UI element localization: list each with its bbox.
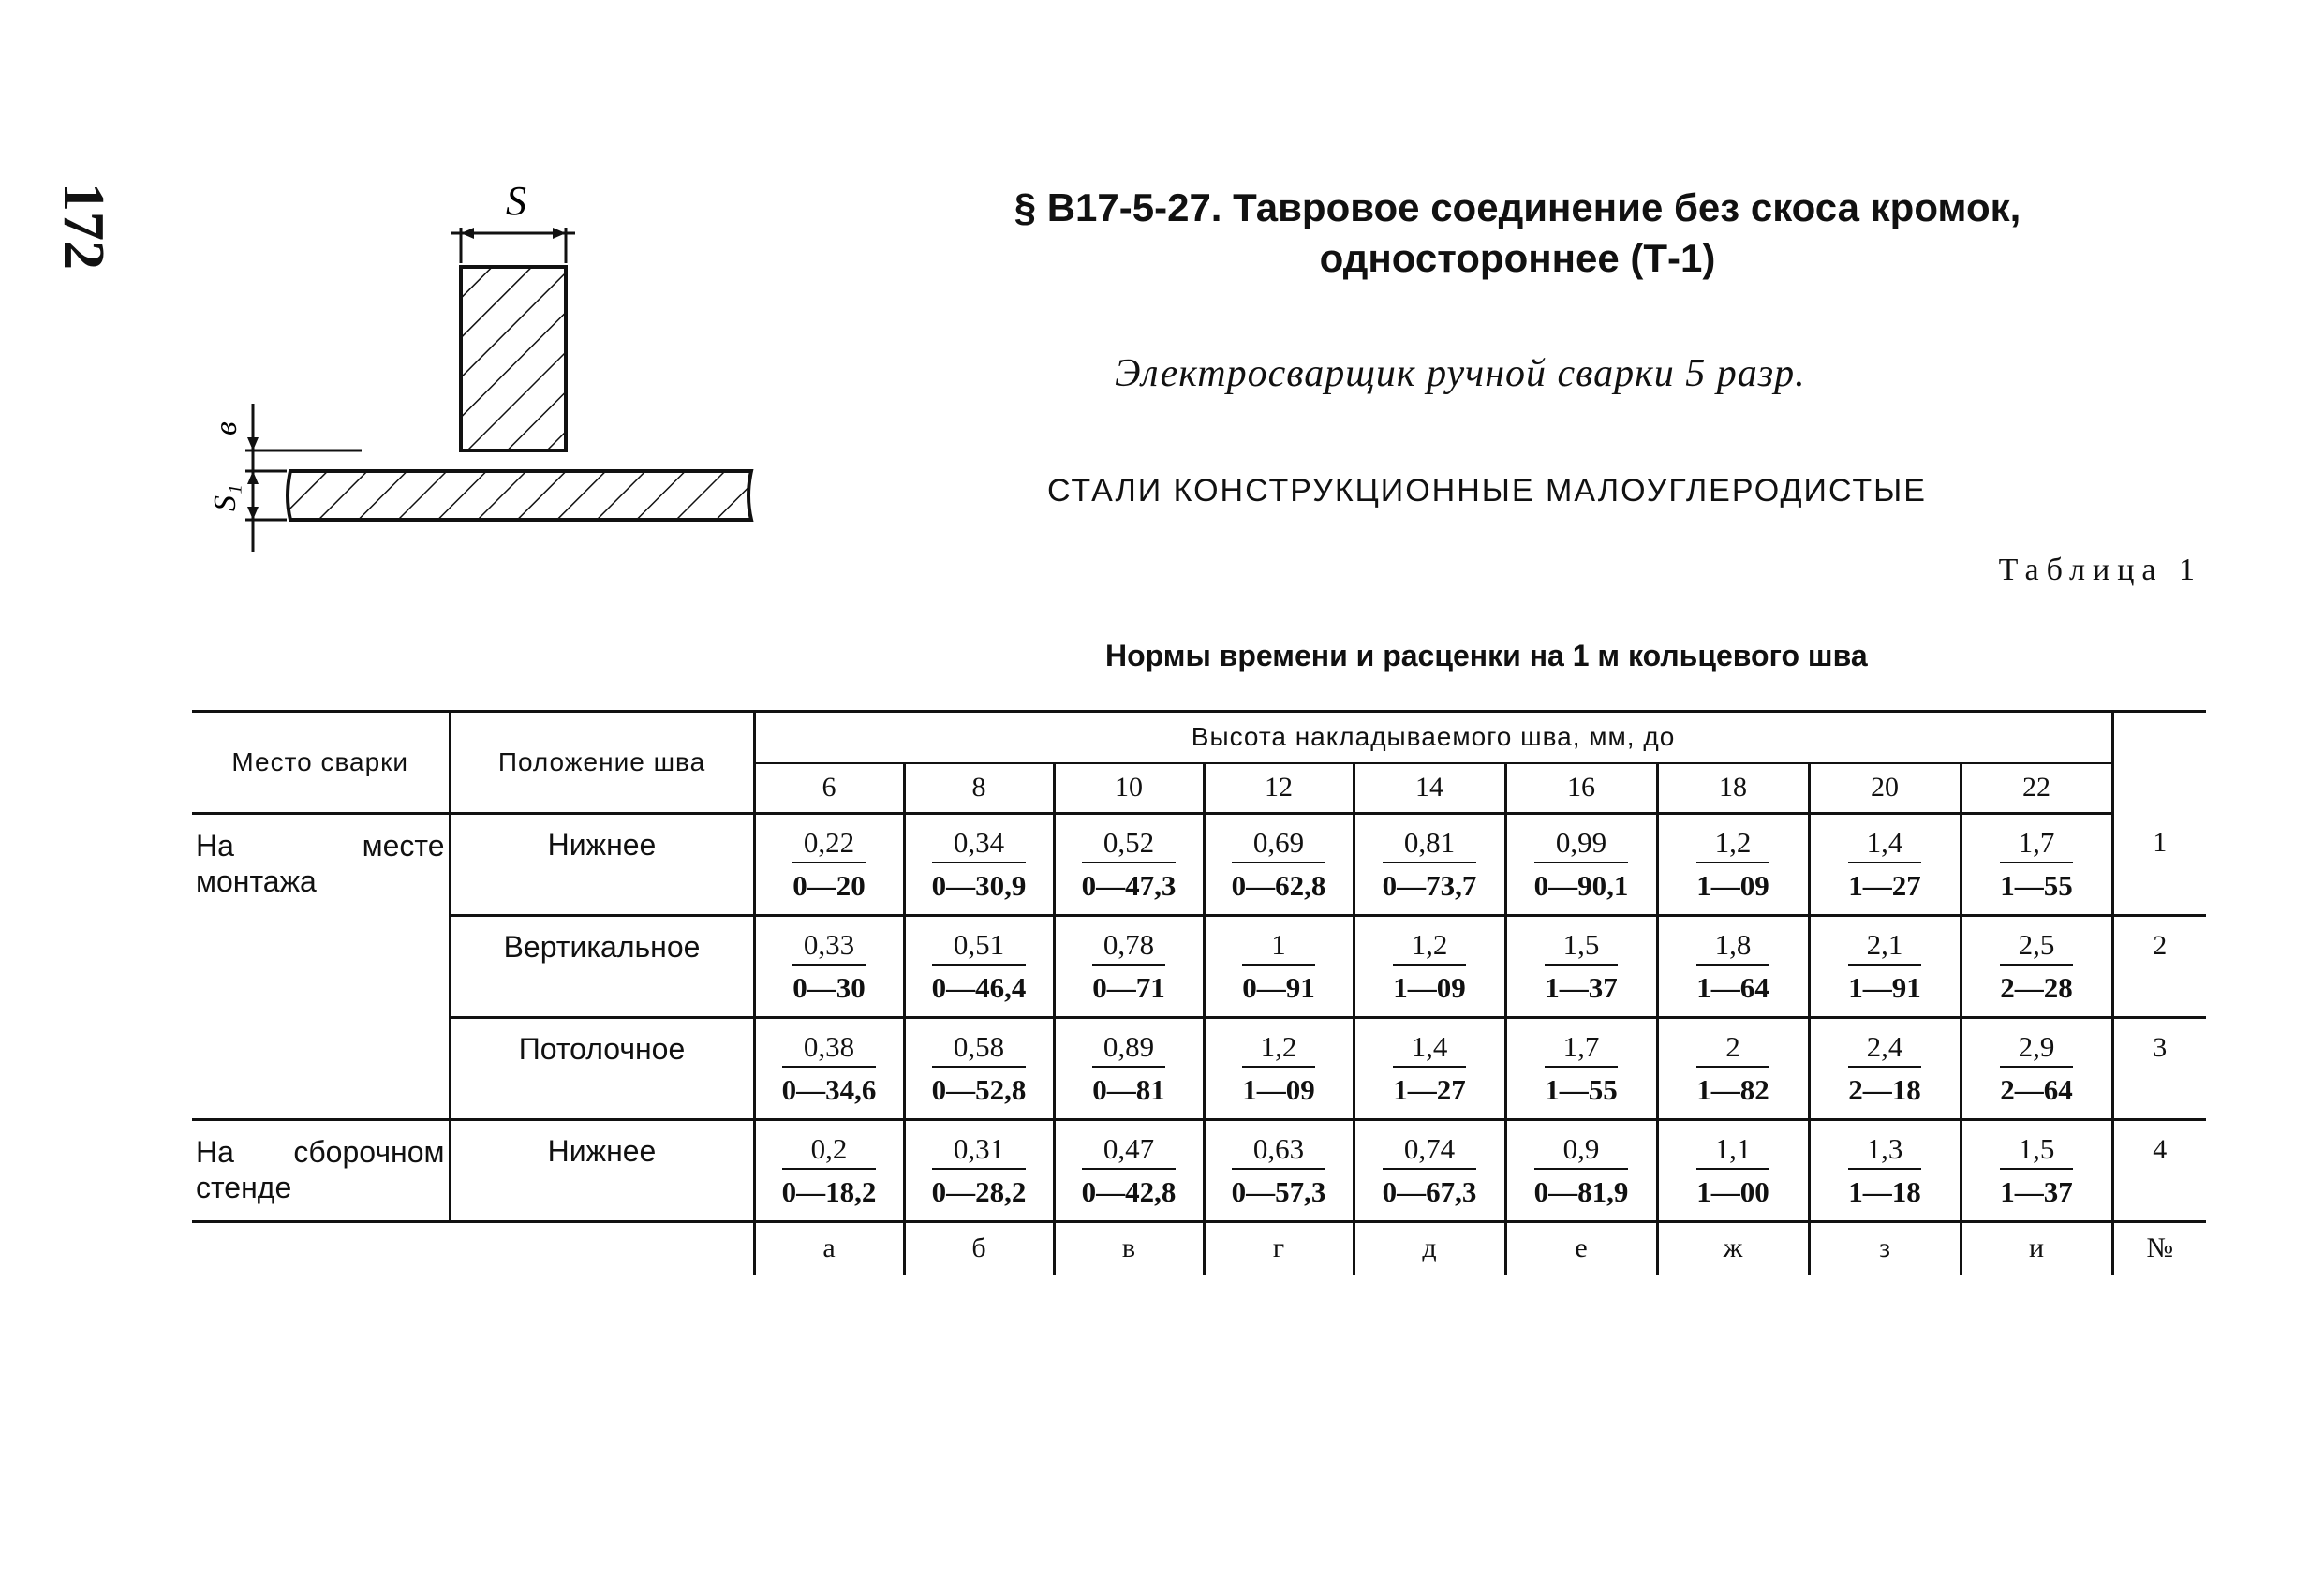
cell-value [1054, 1120, 1204, 1222]
cell-value [1961, 814, 2112, 916]
cell-value [754, 1018, 904, 1120]
rate-price: 1—37 [2000, 1175, 2073, 1208]
row-number: 2 [2112, 916, 2206, 1018]
time-rate-fraction [1848, 928, 1921, 1005]
height-col-8: 8 [904, 763, 1054, 814]
row-number: 3 [2112, 1018, 2206, 1120]
rate-price: 1—27 [1848, 869, 1921, 902]
rate-price: 1—91 [1848, 971, 1921, 1004]
time-norm: 0,2 [782, 1132, 877, 1170]
time-norm: 0,63 [1232, 1132, 1326, 1170]
col-letter: б [904, 1222, 1054, 1275]
rate-price: 0—71 [1092, 971, 1165, 1004]
time-norm: 0,47 [1082, 1132, 1177, 1170]
table-row [192, 1120, 2206, 1222]
cell-value [1354, 916, 1505, 1018]
col-letter: ж [1657, 1222, 1809, 1275]
time-rate-fraction [1696, 826, 1769, 903]
time-rate-fraction [1383, 826, 1477, 903]
time-rate-fraction [1242, 928, 1315, 1005]
height-col-12: 12 [1204, 763, 1354, 814]
time-norm: 0,52 [1082, 826, 1177, 863]
letter-row [192, 1222, 2206, 1275]
time-norm: 1,7 [2000, 826, 2073, 863]
rate-price: 0—18,2 [781, 1175, 877, 1208]
time-norm: 2,9 [2000, 1030, 2073, 1068]
time-rate-fraction [1092, 1030, 1165, 1107]
height-col-14: 14 [1354, 763, 1505, 814]
time-rate-fraction [782, 1030, 877, 1107]
time-rate-fraction [782, 1132, 877, 1209]
cell-value [1809, 1120, 1961, 1222]
cell-place: На месте монтажа [192, 814, 450, 1120]
cell-value [1505, 1120, 1657, 1222]
time-norm: 1,5 [2000, 1132, 2073, 1170]
time-rate-fraction [1534, 1132, 1629, 1209]
height-col-10: 10 [1054, 763, 1204, 814]
time-rate-fraction [1545, 928, 1618, 1005]
time-norm: 0,33 [792, 928, 866, 966]
rate-price: 1—18 [1848, 1175, 1921, 1208]
rate-price: 0—20 [792, 869, 866, 902]
time-norm: 0,9 [1534, 1132, 1629, 1170]
cell-value [1961, 1018, 2112, 1120]
rate-price: 2—28 [2000, 971, 2073, 1004]
cell-value [754, 814, 904, 916]
rate-price: 0—28,2 [931, 1175, 1027, 1208]
rate-price: 0—30,9 [931, 869, 1027, 902]
rate-price: 0—81,9 [1533, 1175, 1629, 1208]
time-norm: 1,7 [1545, 1030, 1618, 1068]
time-rate-fraction [1696, 1030, 1769, 1107]
cell-value [1204, 1018, 1354, 1120]
label-s1: S₁ [208, 484, 243, 511]
time-norm: 0,31 [932, 1132, 1027, 1170]
time-rate-fraction [1393, 1030, 1466, 1107]
time-norm: 0,99 [1534, 826, 1629, 863]
cell-value [1505, 814, 1657, 916]
time-norm: 2 [1696, 1030, 1769, 1068]
time-rate-fraction [1242, 1030, 1315, 1107]
rate-price: 1—09 [1696, 869, 1769, 902]
cell-value [1657, 814, 1809, 916]
cell-value [904, 1120, 1054, 1222]
material-heading: СТАЛИ КОНСТРУКЦИОННЫЕ МАЛОУГЛЕРОДИСТЫЕ [1047, 473, 1927, 509]
rate-price: 0—57,3 [1231, 1175, 1326, 1208]
row-number: 4 [2112, 1120, 2206, 1222]
row-number: 1 [2112, 814, 2206, 916]
cell-value [1809, 1018, 1961, 1120]
rate-price: 0—73,7 [1382, 869, 1477, 902]
time-rate-fraction [1545, 1030, 1618, 1107]
height-col-6: 6 [754, 763, 904, 814]
cell-value [904, 1018, 1054, 1120]
time-rate-fraction [1696, 1132, 1769, 1209]
time-norm: 0,58 [932, 1030, 1027, 1068]
col-letter: и [1961, 1222, 2112, 1275]
table-title: Нормы времени и расценки на 1 м кольцевого шва [1105, 639, 1868, 672]
table-row [192, 916, 2206, 1018]
vertical-plate [461, 267, 566, 450]
time-norm: 1,2 [1696, 826, 1769, 863]
time-norm: 0,78 [1092, 928, 1165, 966]
time-norm: 2,4 [1848, 1030, 1921, 1068]
col-letter: г [1204, 1222, 1354, 1275]
time-rate-fraction [1232, 1132, 1326, 1209]
rate-price: 1—27 [1393, 1073, 1466, 1106]
time-norm: 0,81 [1383, 826, 1477, 863]
time-rate-fraction [1082, 1132, 1177, 1209]
col-header-position: Положение шва [450, 712, 754, 814]
time-rate-fraction [1383, 1132, 1477, 1209]
cell-value [1204, 916, 1354, 1018]
time-norm: 0,69 [1232, 826, 1326, 863]
col-letter-no: № [2146, 1232, 2174, 1264]
cell-value [1054, 916, 1204, 1018]
time-rate-fraction [2000, 826, 2073, 903]
time-rate-fraction [792, 826, 866, 903]
rate-price: 0—91 [1242, 971, 1315, 1004]
time-norm: 1,4 [1393, 1030, 1466, 1068]
cell-value [1354, 1018, 1505, 1120]
time-rate-fraction [1092, 928, 1165, 1005]
rate-price: 1—55 [2000, 869, 2073, 902]
cell-value [904, 916, 1054, 1018]
col-header-place: Место сварки [192, 712, 450, 814]
col-header-num [2112, 712, 2206, 814]
cell-position: Нижнее [450, 814, 754, 916]
cell-value [1204, 1120, 1354, 1222]
label-b: в [209, 421, 244, 435]
time-rate-fraction [1696, 928, 1769, 1005]
time-norm: 1,3 [1848, 1132, 1921, 1170]
time-norm: 0,74 [1383, 1132, 1477, 1170]
time-norm: 1,1 [1696, 1132, 1769, 1170]
horizontal-plate [288, 471, 751, 520]
rate-price: 1—82 [1696, 1073, 1769, 1106]
rate-price: 2—18 [1848, 1073, 1921, 1106]
col-letter: в [1054, 1222, 1204, 1275]
time-rate-fraction [932, 1030, 1027, 1107]
letter-blank [450, 1222, 754, 1275]
rate-price: 1—55 [1545, 1073, 1618, 1106]
cell-value [1657, 916, 1809, 1018]
cell-value [904, 814, 1054, 916]
time-norm: 0,22 [792, 826, 866, 863]
rate-price: 0—67,3 [1382, 1175, 1477, 1208]
time-norm: 1,4 [1848, 826, 1921, 863]
time-rate-fraction [1848, 826, 1921, 903]
cell-place: На сборочном стенде [192, 1120, 450, 1222]
time-norm: 2,1 [1848, 928, 1921, 966]
section-title-line2: одностороннее (Т-1) [1319, 236, 1716, 280]
time-rate-fraction [932, 826, 1027, 903]
cell-value [1204, 814, 1354, 916]
cell-value [1354, 814, 1505, 916]
cell-value [1505, 1018, 1657, 1120]
rate-price: 0—81 [1092, 1073, 1165, 1106]
time-norm: 0,34 [932, 826, 1027, 863]
rate-price: 0—90,1 [1533, 869, 1629, 902]
time-norm: 1 [1242, 928, 1315, 966]
cell-value [1657, 1018, 1809, 1120]
rate-price: 0—46,4 [931, 971, 1027, 1004]
time-rate-fraction [932, 1132, 1027, 1209]
time-norm: 2,5 [2000, 928, 2073, 966]
section-title [1007, 183, 2028, 284]
height-col-22: 22 [1961, 763, 2112, 814]
cell-position: Потолочное [450, 1018, 754, 1120]
col-letter: д [1354, 1222, 1505, 1275]
cell-value [1054, 1018, 1204, 1120]
time-rate-fraction [1848, 1132, 1921, 1209]
rate-price: 1—64 [1696, 971, 1769, 1004]
col-letter: з [1809, 1222, 1961, 1275]
cell-position: Вертикальное [450, 916, 754, 1018]
rate-price: 0—62,8 [1231, 869, 1326, 902]
time-rate-fraction [2000, 1030, 2073, 1107]
rate-price: 1—00 [1696, 1175, 1769, 1208]
time-rate-fraction [932, 928, 1027, 1005]
section-title-line1: § В17-5-27. Тавровое соединение без скоса кромок, [1014, 185, 2021, 229]
table-row [192, 1018, 2206, 1120]
cell-value [1809, 916, 1961, 1018]
worker-grade: Электросварщик ручной сварки 5 разр. [1115, 352, 1806, 395]
time-rate-fraction [1534, 826, 1629, 903]
time-rate-fraction [2000, 1132, 2073, 1209]
time-rate-fraction [1393, 928, 1466, 1005]
time-norm: 1,8 [1696, 928, 1769, 966]
time-norm: 1,2 [1393, 928, 1466, 966]
height-col-16: 16 [1505, 763, 1657, 814]
cell-value [1809, 814, 1961, 916]
time-norm: 1,5 [1545, 928, 1618, 966]
page-number: 172 [52, 183, 115, 270]
rate-price: 0—42,8 [1081, 1175, 1177, 1208]
time-rate-fraction [1082, 826, 1177, 903]
cell-value [754, 1120, 904, 1222]
cell-value [1505, 916, 1657, 1018]
norms-table [192, 710, 2206, 1275]
cell-value [1961, 916, 2112, 1018]
height-col-18: 18 [1657, 763, 1809, 814]
time-norm: 0,89 [1092, 1030, 1165, 1068]
rate-price: 0—30 [792, 971, 866, 1004]
col-header-height: Высота накладываемого шва, мм, до [754, 712, 2112, 763]
col-letter: а [754, 1222, 904, 1275]
time-norm: 0,51 [932, 928, 1027, 966]
table-label: Таблица 1 [1998, 553, 2202, 587]
rate-price: 0—34,6 [781, 1073, 877, 1106]
cell-value [1054, 814, 1204, 916]
time-rate-fraction [792, 928, 866, 1005]
time-rate-fraction [1848, 1030, 1921, 1107]
rate-price: 2—64 [2000, 1073, 2073, 1106]
time-norm: 1,2 [1242, 1030, 1315, 1068]
rate-price: 1—09 [1393, 971, 1466, 1004]
label-s: S [506, 178, 526, 224]
cell-value [1354, 1120, 1505, 1222]
letter-blank [192, 1222, 450, 1275]
col-letter: е [1505, 1222, 1657, 1275]
rate-price: 0—47,3 [1081, 869, 1177, 902]
cell-value [754, 916, 904, 1018]
rate-price: 0—52,8 [931, 1073, 1027, 1106]
height-col-20: 20 [1809, 763, 1961, 814]
t-joint-sketch [187, 173, 768, 567]
cell-value [1961, 1120, 2112, 1222]
rate-price: 1—09 [1242, 1073, 1315, 1106]
time-rate-fraction [2000, 928, 2073, 1005]
time-rate-fraction [1232, 826, 1326, 903]
table-row [192, 814, 2206, 916]
cell-position: Нижнее [450, 1120, 754, 1222]
cell-value [1657, 1120, 1809, 1222]
time-norm: 0,38 [782, 1030, 877, 1068]
rate-price: 1—37 [1545, 971, 1618, 1004]
